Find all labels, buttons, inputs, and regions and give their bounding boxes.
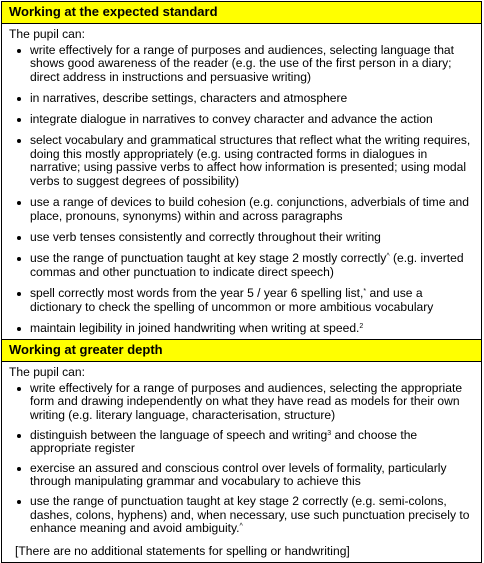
- list-item: [9, 462, 475, 489]
- spelling-handwriting-note: [There are no additional statements for spelling or handwriting]: [15, 543, 350, 558]
- bullet-icon: [17, 236, 21, 240]
- list-item: [9, 113, 475, 127]
- statement-text-continued: and choose the appropriate register: [30, 427, 418, 456]
- bullet-icon: [17, 97, 21, 101]
- statement-text: select vocabulary and grammatical structures that reflect what the writing requires, doing this mostly appropriately (e.g. using contracted forms in dialogues in narrative; using passive verbs to affect how information is presented; using modal verbs to suggest degrees of possibility): [30, 133, 471, 189]
- footnote-marker: 2: [359, 322, 364, 330]
- statement-text: use the range of punctuation taught at key stage 2 correctly (e.g. semi-colons, dashes, colons, hyphens) and, when necessary, use such punctuation precisely to enhance meaning and avoid ambiguity.: [30, 494, 470, 536]
- statement-text: in narratives, describe settings, characters and atmosphere: [30, 90, 348, 105]
- list-item: [9, 495, 475, 536]
- statement-text: use a range of devices to build cohesion (e.g. conjunctions, adverbials of time and place, pronouns, synonyms) within and across paragraphs: [30, 195, 470, 223]
- greater-depth-cell: [2, 362, 482, 562]
- bullet-icon: [17, 118, 21, 122]
- list-item: [9, 134, 475, 188]
- greater-depth-list: [9, 382, 475, 536]
- statement-text: maintain legibility in joined handwriting when writing at speed.: [30, 320, 360, 335]
- bullet-icon: [17, 49, 21, 53]
- list-item: [9, 322, 475, 336]
- assessment-framework-table: [1, 1, 482, 563]
- statement-text: integrate dialogue in narratives to convey character and advance the action: [30, 112, 433, 127]
- statement-text: use the range of punctuation taught at key stage 2 mostly correctly: [30, 251, 387, 266]
- statement-text-continued: and use a dictionary to check the spelling of uncommon or more ambitious vocabulary: [30, 285, 434, 314]
- list-item: [9, 44, 475, 85]
- list-item: [9, 287, 475, 314]
- greater-depth-intro: The pupil can:: [9, 365, 85, 380]
- bullet-icon: [17, 434, 21, 438]
- statement-text: exercise an assured and conscious control over levels of formality, particularly through manipulating grammar and vocabulary to achieve this: [30, 460, 447, 489]
- statement-text: write effectively for a range of purposes and audiences, selecting the appropriate form and drawing independently on what they have read as models for their own writing (e.g. literary language, characterisation, structure): [30, 380, 463, 423]
- list-item: [9, 429, 475, 456]
- statement-text: write effectively for a range of purposes and audiences, selecting language that shows good awareness of the reader (e.g. the use of the first person in a diary; direct address in instructions and persuasive writing): [30, 42, 455, 84]
- bullet-icon: [17, 467, 21, 471]
- bullet-icon: [17, 327, 21, 331]
- list-item: [9, 252, 475, 279]
- greater-depth-heading: Working at greater depth: [2, 340, 482, 362]
- footnote-marker: ^: [386, 253, 390, 261]
- list-item: [9, 92, 475, 106]
- statement-text-continued: (e.g. inverted commas and other punctuation to indicate direct speech): [30, 251, 464, 279]
- statement-text: distinguish between the language of speech and writing: [30, 427, 328, 442]
- footnote-marker: *: [363, 287, 367, 295]
- bullet-icon: [17, 387, 21, 391]
- bullet-icon: [17, 201, 21, 205]
- bullet-icon: [17, 257, 21, 261]
- footnote-marker: 3: [327, 429, 332, 437]
- expected-standard-heading: Working at the expected standard: [2, 2, 482, 24]
- list-item: [9, 196, 475, 223]
- expected-standard-list: [9, 44, 475, 336]
- statement-text: spell correctly most words from the year 5 / year 6 spelling list,: [30, 285, 364, 300]
- list-item: [9, 231, 475, 245]
- expected-standard-cell: [2, 24, 482, 340]
- statement-text: use verb tenses consistently and correctly throughout their writing: [30, 230, 381, 244]
- bullet-icon: [17, 139, 21, 143]
- list-item: [9, 382, 475, 423]
- bullet-icon: [17, 292, 21, 296]
- footnote-marker: ^: [239, 523, 243, 531]
- bullet-icon: [17, 500, 21, 504]
- expected-standard-intro: The pupil can:: [9, 27, 85, 41]
